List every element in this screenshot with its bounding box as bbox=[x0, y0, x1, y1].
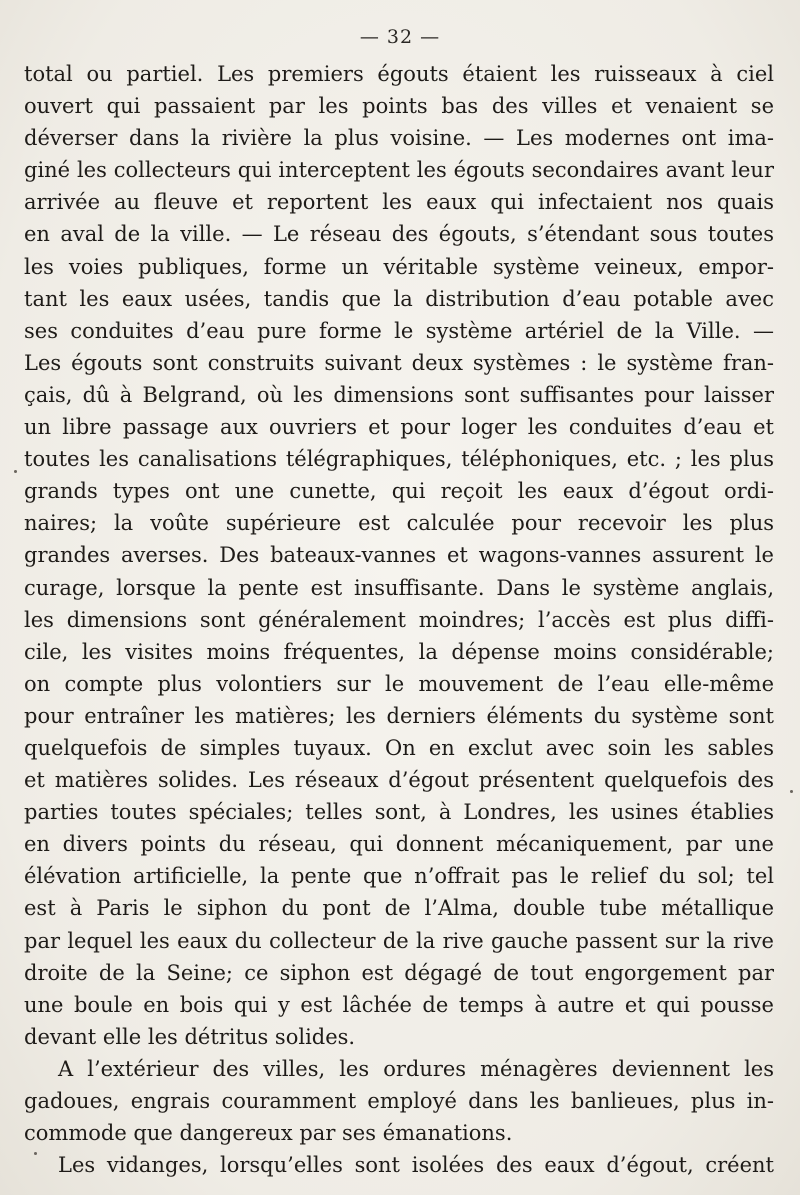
text-line: devant elle les détritus solides. bbox=[24, 1024, 356, 1049]
text-line: naires; la voûte supérieure est calculée pour recevoir les plus bbox=[24, 511, 774, 536]
text-line: une boule en bois qui y est lâchée de temps à autre et qui pousse bbox=[24, 992, 774, 1017]
text-line: déverser dans la rivière la plus voisine. — Les modernes ont ima- bbox=[24, 126, 774, 151]
text-line: un libre passage aux ouvriers et pour loger les conduites d’eau et bbox=[24, 415, 774, 440]
text-line: toutes les canalisations télégraphiques, téléphoniques, etc. ; les plus bbox=[24, 447, 774, 472]
text-line: cile, les visites moins fréquentes, la dépense moins considérable; bbox=[24, 639, 774, 664]
text-line: on compte plus volontiers sur le mouvement de l’eau elle-même bbox=[24, 671, 774, 696]
text-line: Les vidanges, lorsqu’elles sont isolées des eaux d’égout, créent bbox=[58, 1153, 774, 1178]
text-line: grands types ont une cunette, qui reçoit les eaux d’égout ordi- bbox=[24, 479, 774, 504]
text-line: et matières solides. Les réseaux d’égout présentent quelquefois des bbox=[24, 768, 774, 793]
text-line: droite de la Seine; ce siphon est dégagé de tout engorgement par bbox=[24, 960, 774, 985]
text-line: curage, lorsque la pente est insuffisante. Dans le système anglais, bbox=[24, 575, 774, 600]
text-line: ouvert qui passaient par les points bas des villes et venaient se bbox=[24, 94, 774, 119]
text-line: arrivée au fleuve et reportent les eaux qui infectaient nos quais bbox=[24, 190, 774, 215]
text-line: les dimensions sont généralement moindres; l’accès est plus diffi- bbox=[24, 607, 774, 632]
text-line: parties toutes spéciales; telles sont, à Londres, les usines établies bbox=[24, 800, 774, 825]
text-line: tant les eaux usées, tandis que la distribution d’eau potable avec bbox=[24, 286, 774, 311]
text-line: commode que dangereux par ses émanations. bbox=[24, 1121, 513, 1146]
text-line: Les égouts sont construits suivant deux systèmes : le système fran- bbox=[24, 350, 774, 375]
text-line: en aval de la ville. — Le réseau des égouts, s’étendant sous toutes bbox=[24, 222, 774, 247]
text-line: total ou partiel. Les premiers égouts étaient les ruisseaux à ciel bbox=[24, 62, 774, 86]
text-line: giné les collecteurs qui interceptent les égouts secondaires avant leur bbox=[24, 158, 774, 183]
text-line: pour entraîner les matières; les derniers éléments du système sont bbox=[24, 703, 774, 728]
print-speck bbox=[34, 1152, 37, 1155]
text-line: gadoues, engrais couramment employé dans les banlieues, plus in- bbox=[24, 1089, 774, 1113]
text-line: grandes averses. Des bateaux-vannes et wagons-vannes assurent le bbox=[24, 543, 774, 568]
print-speck bbox=[790, 790, 793, 793]
text-line: çais, dû à Belgrand, où les dimensions sont suffisantes pour laisser bbox=[24, 382, 774, 407]
text-line: A l’extérieur des villes, les ordures ménagères deviennent les bbox=[58, 1056, 774, 1081]
text-line: en divers points du réseau, qui donnent mécaniquement, par une bbox=[24, 832, 774, 857]
text-line: les voies publiques, forme un véritable système veineux, empor- bbox=[24, 254, 774, 279]
text-line: élévation artificielle, la pente que n’offrait pas le relief du sol; tel bbox=[24, 864, 774, 889]
body-text bbox=[24, 58, 774, 1181]
text-line: par lequel les eaux du collecteur de la rive gauche passent sur la rive bbox=[24, 928, 774, 953]
page-number: — 32 — bbox=[359, 26, 441, 48]
text-line: ses conduites d’eau pure forme le système artériel de la Ville. — bbox=[24, 318, 774, 343]
text-line: est à Paris le siphon du pont de l’Alma, double tube métallique bbox=[24, 896, 774, 921]
print-speck bbox=[14, 470, 17, 473]
text-line: quelquefois de simples tuyaux. On en exclut avec soin les sables bbox=[24, 735, 774, 760]
